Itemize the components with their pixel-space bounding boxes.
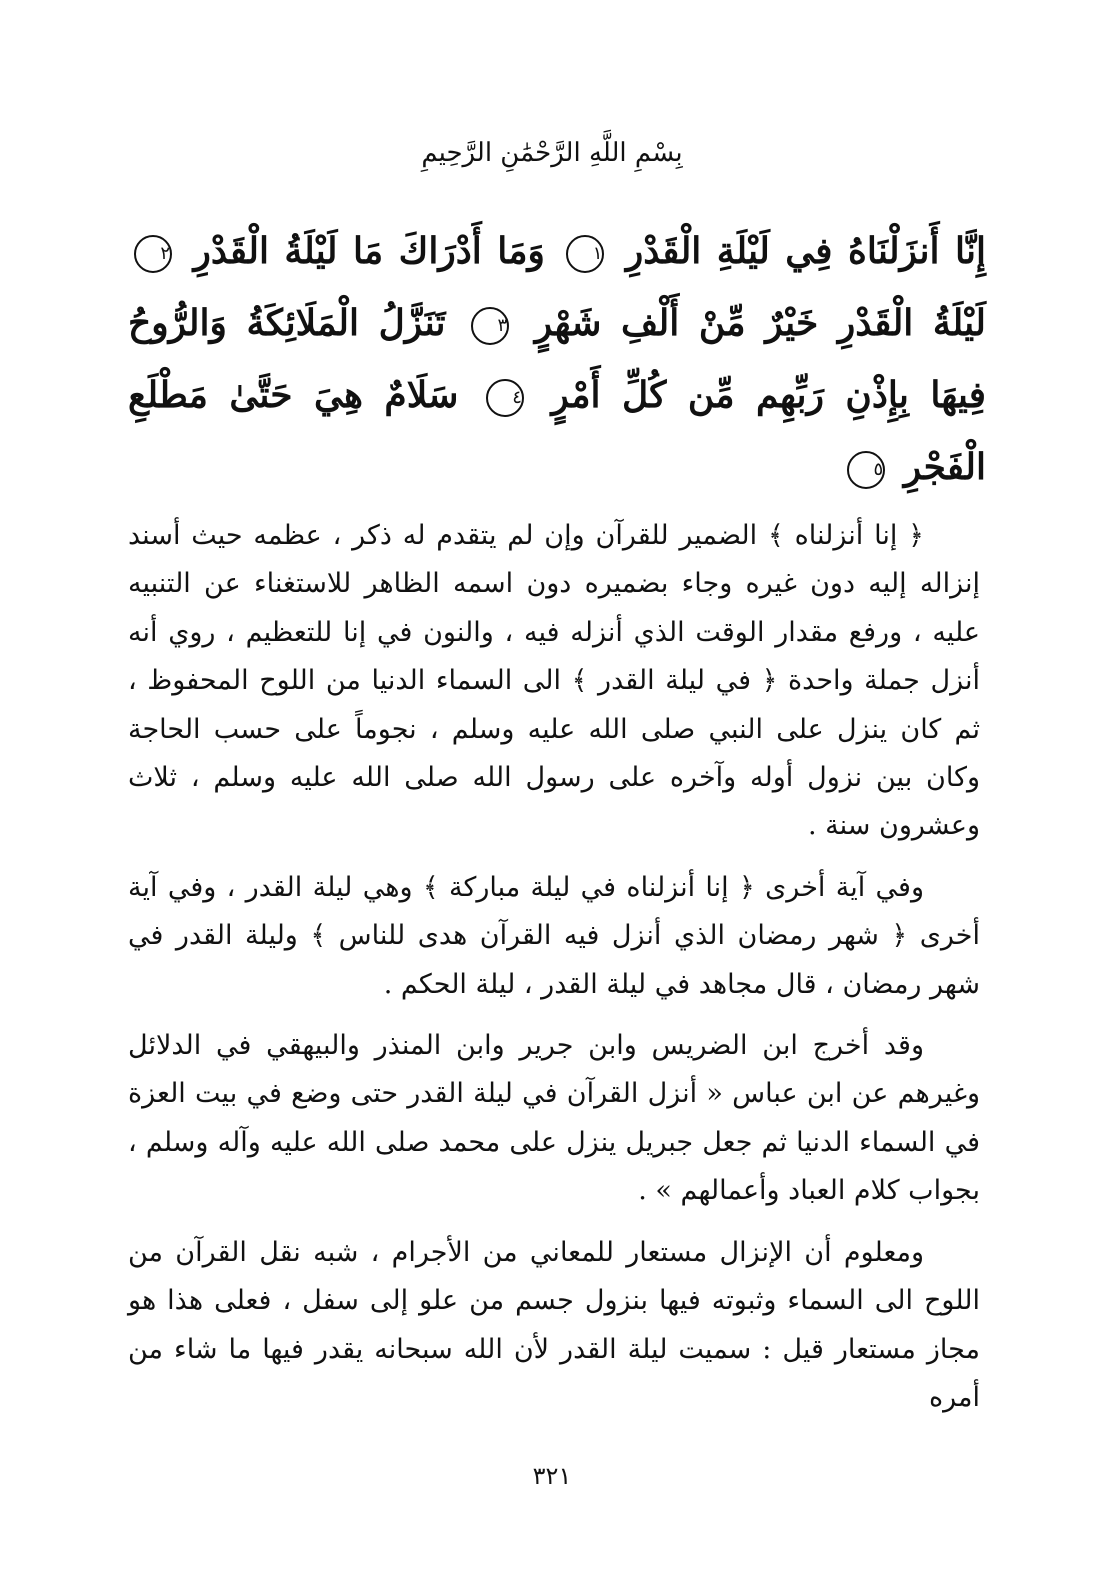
- verse-text: إِنَّا أَنزَلْنَاهُ فِي لَيْلَةِ الْقَدْرِ: [625, 230, 986, 272]
- verse-text: تَنَزَّلُ الْمَلَائِكَةُ وَالرُّوحُ فِيهَا بِإِذْنِ رَبِّهِم مِّن كُلِّ أَمْرٍ: [128, 302, 986, 416]
- commentary-paragraph: ومعلوم أن الإنزال مستعار للمعاني من الأجرام ، شبه نقل القرآن من اللوح الى السماء وثبوته فيها بنزول جسم من علو إلى سفل ، فعلى هذا هو مجاز مستعار قيل : سميت ليلة القدر لأن الله سبحانه يقدر فيها ما شاء من أمره: [128, 1236, 980, 1413]
- verse-number-marker: ٤: [486, 379, 524, 417]
- quran-verses: [128, 215, 986, 503]
- verse-text: سَلَامٌ هِيَ حَتَّىٰ مَطْلَعِ الْفَجْرِ: [128, 374, 986, 488]
- commentary-paragraph: وفي آية أخرى ﴿ إنا أنزلناه في ليلة مباركة ﴾ وهي ليلة القدر ، وفي آية أخرى ﴿ شهر رمضان الذي أنزل فيه القرآن هدى للناس ﴾ وليلة القدر في شهر رمضان ، قال مجاهد في ليلة القدر ، ليلة الحكم .: [128, 871, 980, 1000]
- verse-number-marker: ٣: [471, 307, 509, 345]
- page-number: ٣٢١: [532, 1462, 572, 1490]
- basmala-heading: بِسْمِ اللَّهِ الرَّحْمَٰنِ الرَّحِيمِ: [421, 138, 683, 168]
- verse-number-marker: ٢: [134, 235, 172, 273]
- commentary-paragraph: ﴿ إنا أنزلناه ﴾ الضمير للقرآن وإن لم يتقدم له ذكر ، عظمه حيث أسند إنزاله إليه دون غيره وجاء بضميره دون اسمه الظاهر للاستغناء عن التنبيه عليه ، ورفع مقدار الوقت الذي أنزله فيه ، والنون في إنا للتعظيم ، روي أنه أنزل جملة واحدة ﴿ في ليلة القدر ﴾ الى السماء الدنيا من اللوح المحفوظ ، ثم كان ينزل على النبي صلى الله عليه وسلم ، نجوماً على حسب الحاجة وكان بين نزول أوله وآخره على رسول الله صلى الله عليه وسلم ، ثلاث وعشرون سنة .: [128, 520, 980, 842]
- commentary-paragraph: وقد أخرج ابن الضريس وابن جرير وابن المنذر والبيهقي في الدلائل وغيرهم عن ابن عباس « أنزل القرآن في ليلة القدر حتى وضع في بيت العزة في السماء الدنيا ثم جعل جبريل ينزل على محمد صلى الله عليه وآله وسلم ، بجواب كلام العباد وأعمالهم » .: [128, 1030, 980, 1207]
- verse-number-marker: ٥: [847, 451, 885, 489]
- verse-text: لَيْلَةُ الْقَدْرِ خَيْرٌ مِّنْ أَلْفِ شَهْرٍ: [534, 302, 986, 344]
- commentary-body: [128, 512, 980, 1422]
- verse-text: وَمَا أَدْرَاكَ مَا لَيْلَةُ الْقَدْرِ: [193, 230, 545, 272]
- verse-number-marker: ١: [566, 235, 604, 273]
